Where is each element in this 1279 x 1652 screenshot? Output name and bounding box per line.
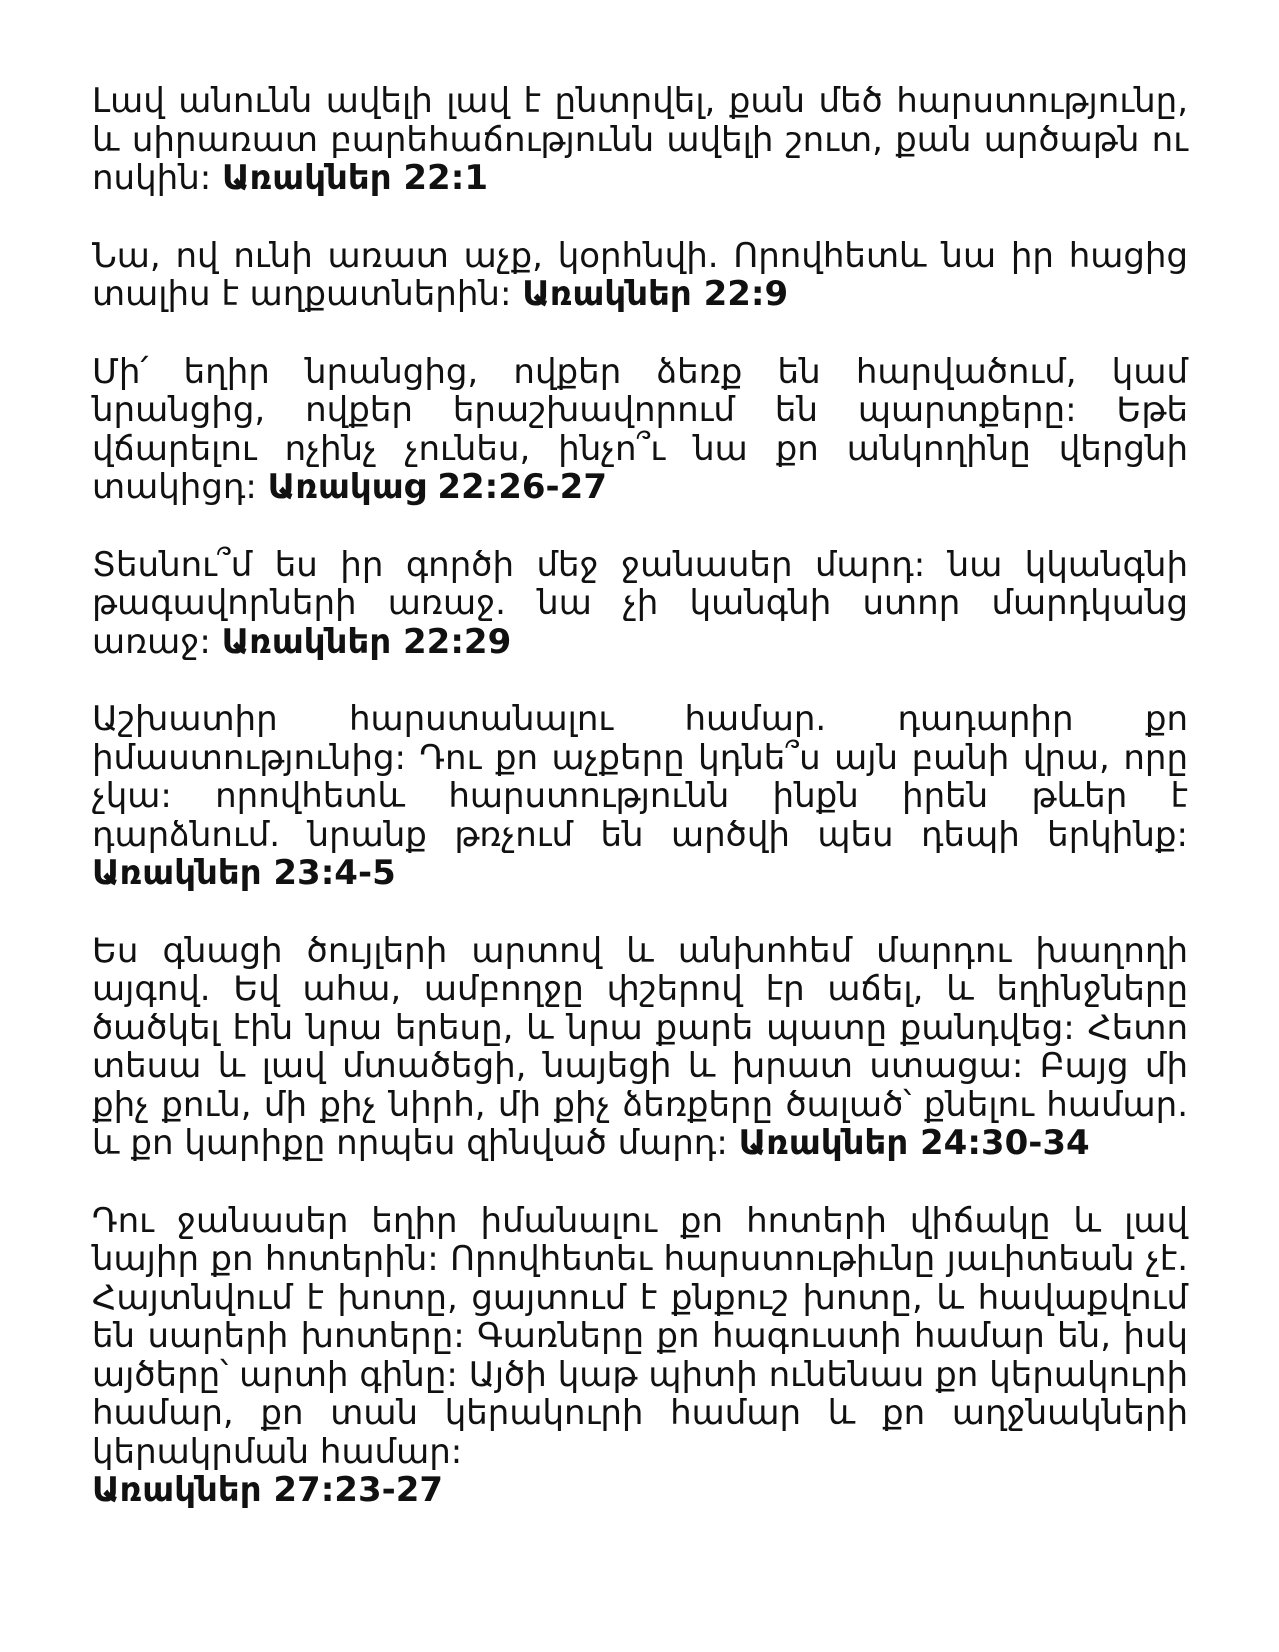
document-page <box>92 82 1188 1549</box>
verse-paragraph <box>92 353 1188 507</box>
verse-text: Աշխատիր հարստանալու համար. դադարիր քո իմաստությունից: Դու քո աչքերը կդնե՞ս այն բանի վրա, որը չկա: որովհետև հարստությունն ինքն իրեն թևեր է դարձնում. նրանք թռչում են արծվի պես դեպի երկինք: <box>92 699 1188 855</box>
verse-reference: Առակներ 27:23-27 <box>92 1470 444 1510</box>
verse-text: Մի՛ եղիր նրանցից, ովքեր ձեռք են հարվածում, կամ նրանցից, ովքեր երաշխավորում են պարտքերը: Եթե վճարելու ոչինչ չունես, ինչո՞ւ նա քո անկողինը վերցնի տակիցդ: <box>92 351 1188 507</box>
verse-paragraph <box>92 932 1188 1163</box>
verse-reference: Առակներ 22:29 <box>221 621 512 662</box>
verse-text: Նա, ով ունի առատ աչք, կօրհնվի. Որովհետև նա իր հացից տալիս է աղքատներին: <box>92 235 1188 314</box>
verse-text: Տեսնու՞մ ես իր գործի մեջ ջանասեր մարդ: նա կկանգնի թագավորների առաջ. նա չի կանգնի ստոր մարդկանց առաջ: <box>92 544 1188 662</box>
verse-reference: Առակներ 22:1 <box>222 158 488 198</box>
verse-text: Լավ անունն ավելի լավ է ընտրվել, քան մեծ հարստությունը, և սիրառատ բարեհաճությունն ավելի շուտ, քան արծաթն ու ոսկին: <box>92 81 1188 198</box>
verse-text: Ես գնացի ծույլերի արտով և անխոհեմ մարդու խաղողի այգով. Եվ ահա, ամբողջը փշերով էր աճել, և եղինջները ծածկել էին նրա երեսը, և նրա քարե պատը քանդվեց: Հետո տեսա և լավ մտածեցի, նայեցի և խրատ ստացա: Բայց մի քիչ քուն, մի քիչ նիրհ, մի քիչ ձեռքերը ծալած՝ քնելու համար. և քո կարիքը որպես զինված մարդ: <box>92 930 1188 1163</box>
verse-paragraph <box>92 700 1188 893</box>
verse-paragraph <box>92 546 1188 662</box>
verse-paragraph <box>92 82 1188 198</box>
verse-text: Դու ջանասեր եղիր իմանալու քո հոտերի վիճակը և լավ նայիր քո հոտերին: Որովհետեւ հարստութիւնը յաւիտեան չէ. Հայտնվում է խոտը, ցայտում է քնքուշ խոտը, և հավաքվում են սարերի խոտերը: Գառները քո հագուստի համար են, իսկ այծերը՝ արտի գինը: Այծի կաթ պիտի ունենաս քո կերակուրի համար, քո տան կերակուրի համար և քո աղջնակների կերակրման համար: <box>92 1200 1188 1472</box>
verse-paragraph <box>92 237 1188 314</box>
verse-reference: Առակներ 22:9 <box>522 274 789 314</box>
verse-reference: Առակներ 24:30-34 <box>738 1123 1090 1163</box>
verse-paragraph <box>92 1202 1188 1510</box>
verse-reference: Առակաց 22:26-27 <box>267 467 607 507</box>
verse-reference: Առակներ 23:4-5 <box>92 853 396 893</box>
